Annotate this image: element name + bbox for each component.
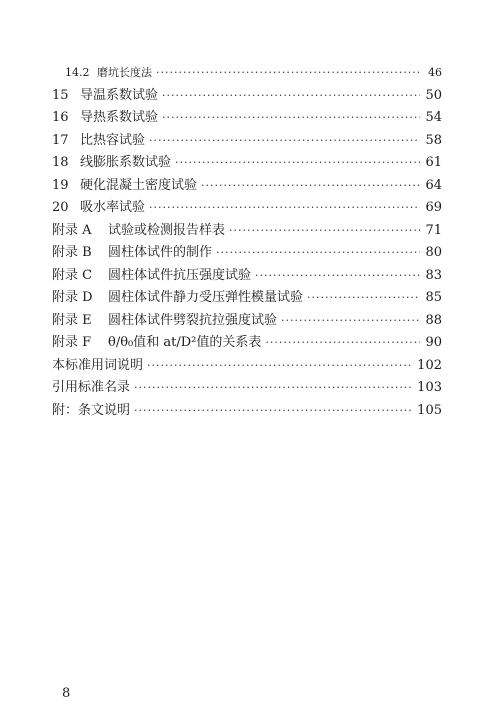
toc-entry-page: 71 xyxy=(425,222,442,238)
toc-entry-number: 附录 A xyxy=(52,222,92,238)
dot-leader xyxy=(216,242,420,265)
dot-leader xyxy=(201,175,420,198)
toc-entry-page: 85 xyxy=(425,290,442,305)
toc-entry[interactable] xyxy=(52,130,442,153)
dot-leader xyxy=(134,400,413,423)
toc-entry-title: 圆柱体试件的制作 xyxy=(108,245,213,260)
toc-entry-page: 61 xyxy=(425,155,442,170)
toc-entry-page: 90 xyxy=(425,335,442,350)
toc-entry[interactable] xyxy=(52,85,442,108)
toc-entry[interactable] xyxy=(52,287,442,310)
toc-entry-page: 46 xyxy=(428,66,442,79)
toc-entry-page: 50 xyxy=(425,87,442,103)
toc-entry-number: 20 xyxy=(52,200,69,215)
toc-entry-title: θ/θ₀值和 at/D²值的关系表 xyxy=(108,335,262,350)
toc-entry[interactable] xyxy=(52,310,442,333)
toc-entry[interactable] xyxy=(52,152,442,175)
toc-entry-title: 圆柱体试件静力受压弹性模量试验 xyxy=(108,290,304,305)
toc-entry[interactable] xyxy=(52,242,442,265)
dot-leader xyxy=(149,130,420,153)
toc-entry-title: 硬化混凝土密度试验 xyxy=(80,177,198,193)
toc-entry-title: 引用标准名录 xyxy=(52,380,131,395)
toc-entry-number: 附录 E xyxy=(52,312,92,328)
toc-entry-page: 80 xyxy=(425,245,442,260)
toc-entry-title: 圆柱体试件劈裂抗拉强度试验 xyxy=(108,312,278,328)
toc-entry[interactable] xyxy=(52,62,442,85)
toc-entry-number: 附录 B xyxy=(52,245,92,260)
dot-leader xyxy=(147,355,413,378)
toc-entry-page: 83 xyxy=(425,267,442,283)
dot-leader xyxy=(149,197,420,220)
toc-entry-page: 69 xyxy=(425,200,442,215)
toc-entry[interactable] xyxy=(52,197,442,220)
toc-entry-page: 88 xyxy=(425,312,442,328)
toc-entry-page: 103 xyxy=(417,380,442,395)
dot-leader xyxy=(307,287,420,310)
dot-leader xyxy=(175,152,420,175)
toc-entry-number: 附录 F xyxy=(52,335,92,350)
dot-leader xyxy=(156,62,420,85)
toc-entry-number: 17 xyxy=(52,132,69,148)
toc-entry-title: 导温系数试验 xyxy=(80,87,159,103)
toc-entry-page: 64 xyxy=(425,177,442,193)
toc-entry-page: 58 xyxy=(425,132,442,148)
dot-leader xyxy=(229,220,420,243)
dot-leader xyxy=(134,377,413,400)
dot-leader xyxy=(255,265,420,288)
toc-entry-title: 圆柱体试件抗压强度试验 xyxy=(108,267,252,283)
toc-entry-number: 15 xyxy=(52,87,69,103)
toc-entry-number: 14.2 xyxy=(65,66,90,79)
toc-entry-page: 105 xyxy=(417,402,442,418)
toc-entry[interactable] xyxy=(52,175,442,198)
toc-entry-title: 线膨胀系数试验 xyxy=(80,155,172,170)
toc-entry-title: 试验或检测报告样表 xyxy=(108,222,226,238)
toc-entry-page: 54 xyxy=(425,110,442,125)
toc-entry-number: 附录 C xyxy=(52,267,93,283)
toc-entry-title: 附：条文说明 xyxy=(52,402,131,418)
toc-entry-number: 19 xyxy=(52,177,69,193)
toc-entry-page: 102 xyxy=(417,357,442,373)
toc-entry-number: 16 xyxy=(52,110,69,125)
toc-entry-number: 附录 D xyxy=(52,290,93,305)
toc-entry-title: 磨坑长度法 xyxy=(97,66,152,79)
toc-entry-number: 18 xyxy=(52,155,69,170)
toc-entry[interactable] xyxy=(52,355,442,378)
dot-leader xyxy=(265,332,420,355)
toc-entry[interactable] xyxy=(52,107,442,130)
toc-entry-title: 本标准用词说明 xyxy=(52,357,144,373)
page-number: 8 xyxy=(62,686,71,701)
table-of-contents xyxy=(52,62,442,422)
toc-entry-title: 吸水率试验 xyxy=(80,200,146,215)
dot-leader xyxy=(281,310,420,333)
toc-entry-title: 导热系数试验 xyxy=(80,110,159,125)
toc-entry[interactable] xyxy=(52,377,442,400)
dot-leader xyxy=(162,107,420,130)
toc-entry[interactable] xyxy=(52,265,442,288)
toc-entry[interactable] xyxy=(52,332,442,355)
toc-entry-title: 比热容试验 xyxy=(80,132,146,148)
toc-entry[interactable] xyxy=(52,400,442,423)
toc-entry[interactable] xyxy=(52,220,442,243)
dot-leader xyxy=(162,85,420,108)
